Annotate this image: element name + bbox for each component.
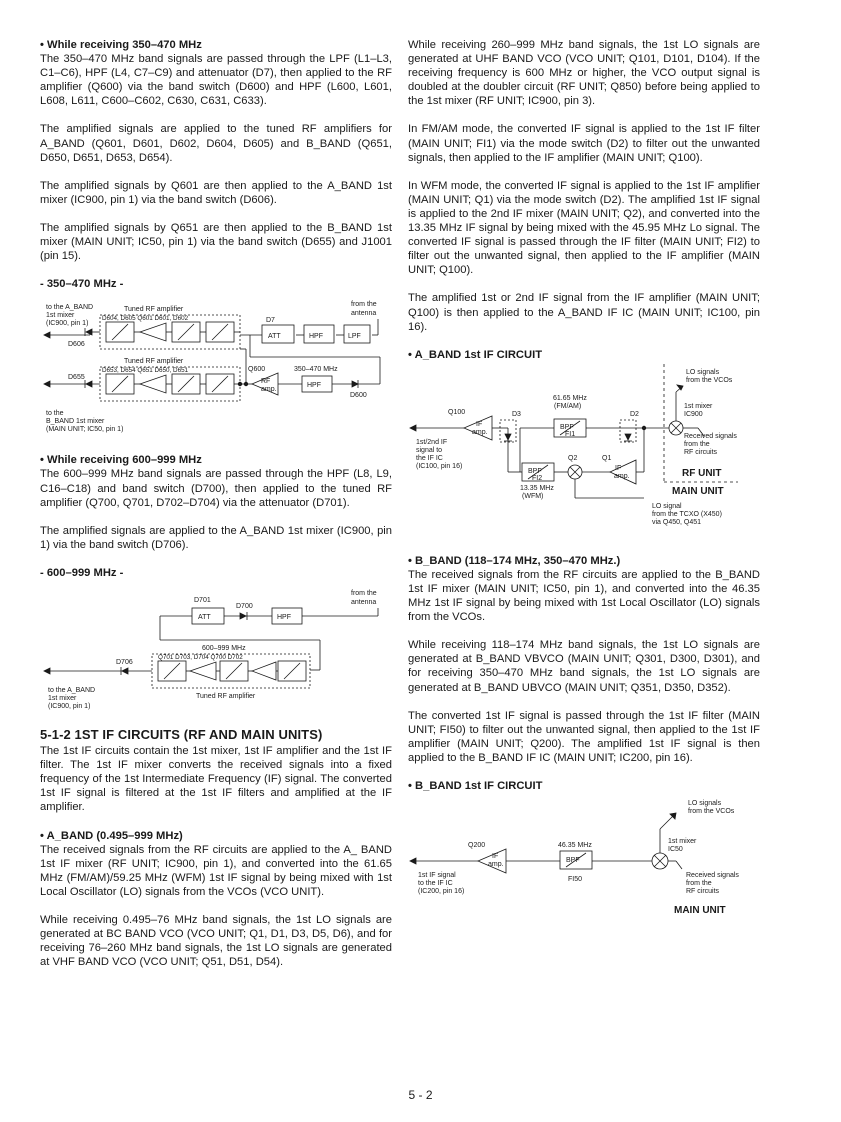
label: D655 xyxy=(68,374,85,382)
label: RF circuits xyxy=(684,448,718,456)
label: Q701 D703, D704 Q700 D702 xyxy=(158,653,243,661)
label: IC900 xyxy=(684,410,703,418)
label: to the xyxy=(46,410,64,418)
label: amp. xyxy=(261,386,277,394)
label: LO signal xyxy=(652,502,682,510)
label: D701 xyxy=(194,596,211,604)
label: 13.35 MHz xyxy=(520,484,554,492)
label: amp. xyxy=(488,861,504,869)
paragraph: The amplified signals by Q651 are then applied to the B_BAND 1st mixer (MAIN UNIT; IC50, pin 1) via the band switch (D655) and J1001 (pin 15). xyxy=(40,221,392,263)
label: FI1 xyxy=(565,430,576,438)
left-column xyxy=(40,38,392,983)
label: from the VCOs xyxy=(686,376,733,384)
label: IC50 xyxy=(668,846,683,854)
label: D706 xyxy=(116,658,133,666)
diagram-a-band-1st-if xyxy=(408,362,760,546)
label: LPF xyxy=(348,333,361,341)
label: 1st IF signal xyxy=(418,872,456,880)
diagram-title-600-999: - 600–999 MHz - xyxy=(40,566,124,579)
label: Q600 xyxy=(248,366,266,374)
label: ATT xyxy=(268,333,281,341)
label: LO signals xyxy=(688,800,722,808)
heading-a-band: • A_BAND (0.495–999 MHz) xyxy=(40,829,183,842)
label: 1st/2nd IF xyxy=(416,438,448,446)
label: (FM/AM) xyxy=(554,402,582,410)
label: D653, D654 Q651 D650, D651 xyxy=(102,367,189,375)
label: Received signals xyxy=(684,432,737,440)
main-unit-label: MAIN UNIT xyxy=(674,905,726,917)
label: antenna xyxy=(351,310,377,318)
label: Q1 xyxy=(602,454,612,462)
label: amp. xyxy=(614,472,630,480)
label: FI2 xyxy=(532,474,543,482)
label: Tuned RF amplifier xyxy=(124,306,184,314)
label: to the A_BAND xyxy=(46,304,94,312)
label: (IC200, pin 16) xyxy=(418,888,465,896)
label: D3 xyxy=(512,410,521,418)
label: D7 xyxy=(266,317,275,325)
diagram-title-350-470: - 350–470 MHz - xyxy=(40,278,124,291)
paragraph: The converted 1st IF signal is passed through the 1st IF filter (MAIN UNIT; FI50) to filter out the unwanted signal, then applied to the 1st IF amplifier (MAIN UNIT; Q200). The amplified 1st IF signal is then applied to the B_BAND IF IC (MAIN UNIT; IC200, pin 16). xyxy=(408,709,760,764)
label: Received signals xyxy=(686,872,739,880)
label: 600–999 MHz xyxy=(202,644,246,652)
label: from the xyxy=(684,440,710,448)
label: BPF xyxy=(560,423,574,431)
label: 46.35 MHz xyxy=(558,842,592,850)
main-unit-label: MAIN UNIT xyxy=(672,485,724,497)
label: HPF xyxy=(277,613,291,621)
label: 61.65 MHz xyxy=(553,394,587,402)
paragraph: The amplified 1st or 2nd IF signal from the IF amplifier (MAIN UNIT; Q100) is then applied to the A_BAND IF IC (MAIN UNIT; IC100, pin 16). xyxy=(408,292,760,333)
label: from the TCXO (X450) xyxy=(652,510,722,518)
label: the IF IC xyxy=(416,454,443,462)
label: via Q450, Q451 xyxy=(652,518,702,526)
label: (MAIN UNIT; IC50, pin 1) xyxy=(46,426,124,434)
paragraph: While receiving 0.495–76 MHz band signals, the 1st LO signals are generated at BC BAND VCO (VCO UNIT; Q1, D1, D3, D5, D6), and for receiving 76–260 MHz band signals, the 1st LO signals are generated at VHF BAND VCO (VCO UNIT; Q51, D51, D54). xyxy=(40,914,392,969)
diagram-350-470 xyxy=(40,297,392,445)
paragraph: The received signals from the RF circuits are applied to the B_BAND 1st IF mixer (MAIN UNIT; IC50, pin 1), and converted into the 46.35 MHz 1st IF signal by being mixed with 1st Local Oscillator (LO) signals from the VCOs. xyxy=(408,568,760,624)
label: Tuned RF amplifier xyxy=(124,358,184,366)
paragraph: While receiving 260–999 MHz band signals, the 1st LO signals are generated at UHF BAND VCO (VCO UNIT; Q101, D101, D104). If the receiving frequency is 600 MHz or higher, the VCO output signal is doubled at the doubler circuit (RF UNIT; Q850) before being applied to the 1st mixer (RF UNIT; IC900, pin 3). xyxy=(408,39,760,108)
label: BPF xyxy=(528,467,542,475)
rf-unit-label: RF UNIT xyxy=(682,467,722,479)
label: antenna xyxy=(351,598,377,606)
label: from the xyxy=(351,589,377,597)
heading-a-band-if-circuit: • A_BAND 1st IF CIRCUIT xyxy=(408,348,543,361)
label: (WFM) xyxy=(522,492,544,500)
label: IF xyxy=(476,420,483,428)
label: HPF xyxy=(307,382,321,390)
label: D606 xyxy=(68,341,85,349)
label: from the VCOs xyxy=(688,808,735,816)
label: IF xyxy=(492,853,499,861)
paragraph: While receiving 118–174 MHz band signals, the 1st LO signals are generated at B_BAND VBVCO (MAIN UNIT; Q301, D300, D301), and for receiving 350–470 MHz band signals, the 1st LO signals are generated at B_BAND UBVCO (MAIN UNIT; Q351, D350, D352). xyxy=(408,639,760,694)
label: RF circuits xyxy=(686,888,720,896)
label: from the xyxy=(351,301,377,309)
heading-350-470: • While receiving 350–470 MHz xyxy=(40,39,202,51)
label: 1st mixer xyxy=(668,838,697,846)
label: amp. xyxy=(472,428,488,436)
label: 1st mixer xyxy=(684,402,713,410)
page-number: 5 - 2 xyxy=(408,1088,433,1102)
label: 1st mixer xyxy=(48,694,77,702)
heading-b-band: • B_BAND (118–174 MHz, 350–470 MHz.) xyxy=(408,554,621,567)
label: B_BAND 1st mixer xyxy=(46,418,105,426)
label: BPF xyxy=(566,857,580,865)
label: from the xyxy=(686,880,712,888)
heading-600-999: • While receiving 600–999 MHz xyxy=(40,454,202,467)
paragraph: The received signals from the RF circuits are applied to the A_ BAND 1st IF mixer (RF UNIT; IC900, pin 1), and converted into the 61.65 MHz (FM/AM)/59.25 MHz (WFM) 1st IF signal by being mixed with 1st Local Oscillator (LO) signals from the VCOs (VCO UNIT). xyxy=(40,843,392,898)
right-column xyxy=(408,38,760,931)
label: D604, D605 Q601 D601, D602 xyxy=(102,315,189,323)
label: signal to xyxy=(416,446,443,454)
label: to the A_BAND xyxy=(48,686,96,694)
label: (IC100, pin 16) xyxy=(416,462,463,470)
label: RF xyxy=(261,378,271,386)
label: to the IF IC xyxy=(418,880,453,888)
label: LO signals xyxy=(686,368,720,376)
paragraph: In WFM mode, the converted IF signal is applied to the 1st IF amplifier (MAIN UNIT; Q1) via the mode switch (D2). The amplified 1st IF signal is applied to the 2nd IF mixer (MAIN UNIT; Q2), and converted into the 13.35 MHz IF signal by being mixed with the 45.95 MHz Lo signal. The converted IF signal is passed through the IF filter (MAIN UNIT; FI2) to filter out the unwanted signal, then applied to the IF amplifier (MAIN UNIT; Q100). xyxy=(408,179,760,277)
diagram-b-band-1st-if xyxy=(408,793,760,923)
label: (IC900, pin 1) xyxy=(46,320,89,328)
label: Q100 xyxy=(448,408,466,416)
label: HPF xyxy=(309,333,323,341)
label: FI50 xyxy=(568,876,583,884)
label: (IC900, pin 1) xyxy=(48,702,91,710)
label: D600 xyxy=(350,392,367,400)
label: D2 xyxy=(630,410,639,418)
paragraph: The 600–999 MHz band signals are passed through the HPF (L8, L9, C16–C18) and band switch (D700), then applied to the tuned RF amplifier (Q700, Q701, D702–D704) via the attenuator (D701). xyxy=(40,468,392,509)
paragraph: The 1st IF circuits contain the 1st mixer, 1st IF amplifier and the 1st IF filter. The 1st IF mixer converts the received signals into a fixed frequency of the 1st Intermediate Frequency (IF) signal. The converted 1st IF signal is filtered at the 1st IF filters and amplified at the IF amplifier. xyxy=(40,745,392,814)
label: Q2 xyxy=(568,454,578,462)
paragraph: The amplified signals by Q601 are then applied to the A_BAND 1st mixer (IC900, pin 1) via the band switch (D606). xyxy=(40,179,392,206)
section-heading-1st-if: 5-1-2 1ST IF CIRCUITS (RF AND MAIN UNITS) xyxy=(40,726,323,742)
paragraph: In FM/AM mode, the converted IF signal is applied to the 1st IF filter (MAIN UNIT; FI1) via the mode switch (D2) to filter out the unwanted signals, then applied to the IF amplifier (MAIN UNIT; Q100). xyxy=(408,123,760,164)
diagram-600-999 xyxy=(40,586,392,720)
heading-b-band-if-circuit: • B_BAND 1st IF CIRCUIT xyxy=(408,780,543,792)
label: D700 xyxy=(236,602,253,610)
paragraph: The amplified signals are applied to the A_BAND 1st mixer (IC900, pin 1) via the band switch (D706). xyxy=(40,524,392,551)
paragraph: The amplified signals are applied to the tuned RF amplifiers for A_BAND (Q601, D601, D602, D604, D605) and B_BAND (Q651, D650, D651, D653, D654). xyxy=(40,123,392,164)
label: 350–470 MHz xyxy=(294,366,338,374)
label: Q200 xyxy=(468,842,486,850)
paragraph: The 350–470 MHz band signals are passed through the LPF (L1–L3, C1–C6), HPF (L4, C7–C9) and attenuator (D7), then applied to the RF amplifier (Q600) via the band switch (D600) and HPF (L600, L601, L608, L611, C600–C602, C630, C631, C633). xyxy=(40,53,392,108)
label: IF xyxy=(615,464,622,472)
label: ATT xyxy=(198,613,211,621)
label: Tuned RF amplifier xyxy=(196,692,256,700)
label: 1st mixer xyxy=(46,312,75,320)
